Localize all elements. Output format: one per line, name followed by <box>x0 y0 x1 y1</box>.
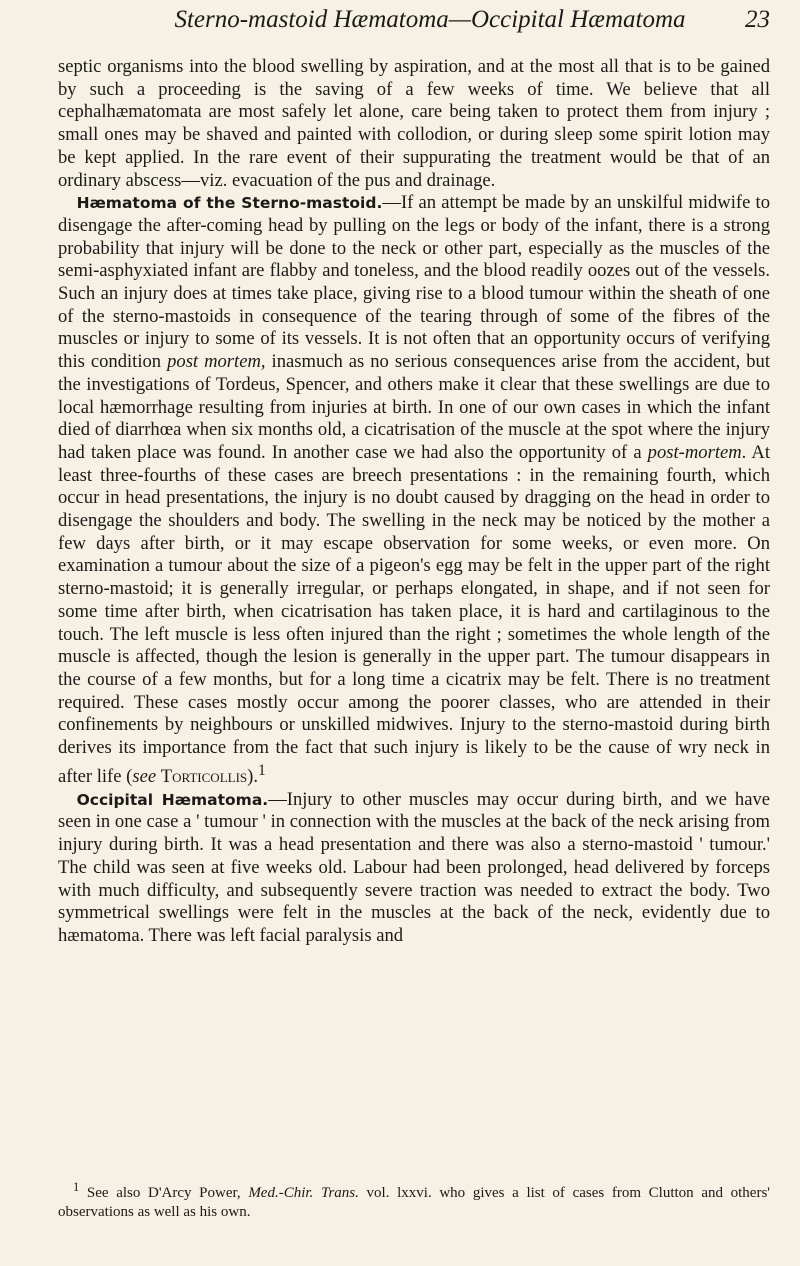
paragraph-text: ). <box>247 765 258 787</box>
running-header <box>90 6 770 46</box>
page-number: 23 <box>745 6 770 33</box>
paragraph-text: . At least three-fourths of these cases are breech presentations : in the remaining fourth, which occur in head presentations, the injury is no doubt caused by dragging on the head in order to disengage the shoulders and body. The swelling in the neck may be noticed by the mother a few days after birth, or it may escape observation for some weeks, or even more. On examination a tumour about the size of a pigeon's egg may be felt in the upper part of the right sterno-mastoid; it is generally irregular, or perhaps elongated, in shape, and if not seen for some time after birth, when cicatrisation has taken place, it is hard and cartilaginous to the touch. The left muscle is less often injured than the right ; sometimes the whole length of the muscle is affected, though the lesion is generally in the upper part. The tumour disappears in the course of a few months, but for a long time a cicatrix may be felt. There is no treatment required. These cases mostly occur among the poorer classes, who are attended in their confinements by neighbours or unskilled midwives. Injury to the sterno-mastoid during birth derives its importance from the fact that such injury is likely to be the cause of wry neck in after life ( <box>58 441 770 787</box>
paragraph-text: —If an attempt be made by an unskilful midwife to disengage the after-coming head by pulling on the legs or body of the infant, there is a strong probability that injury will be done to the neck or other part, especially as the muscles of the semi-asphyxiated infant are flabby and toneless, and the blood readily oozes out of the vessels. Such an injury does at times take place, giving rise to a blood tumour within the sheath of one of the sterno-mastoids in consequence of the tearing through of some of the fibres of the muscles or injury to some of its vessels. It is not often that an opportunity occurs of verifying this condition <box>58 192 770 373</box>
footnote-text: See also D'Arcy Power, <box>79 1185 249 1201</box>
footnote <box>58 1178 770 1222</box>
italic-phrase: post-mortem <box>647 441 742 463</box>
footnote-text: vol. lxxvi. who gives a list of cases from Clutton and others' observations as well as his own. <box>58 1185 770 1220</box>
section-heading-occipital: Occipital Hæmatoma. <box>76 790 269 809</box>
italic-phrase: post mortem <box>167 351 261 373</box>
footnote-marker: 1 <box>73 1180 80 1194</box>
paragraph-occipital <box>58 789 770 948</box>
cross-reference: Torticollis <box>160 765 248 787</box>
paragraph-sterno-mastoid <box>58 192 770 788</box>
footnote-reference: 1 <box>257 761 266 779</box>
paragraph-text: —Injury to other muscles may occur during birth, and we have seen in one case a ' tumour ' in connection with the muscles at the back of the neck arising from injury during birth. It was a head presentation and there was also a sterno-mastoid ' tumour.' The child was seen at five weeks old. Labour had been prolonged, head delivered by forceps with much difficulty, and subsequently severe traction was needed to extract the body. Two symmetrical swellings were felt in the muscles at the back of the neck, evidently due to hæmatoma. There was left facial paralysis and <box>58 788 770 946</box>
body-text <box>58 56 770 948</box>
running-title: Sterno-mastoid Hæmatoma—Occipital Hæmatoma <box>174 6 686 33</box>
italic-see: see <box>132 765 157 787</box>
section-heading-sterno-mastoid: Hæmatoma of the Sterno-mastoid. <box>76 194 383 213</box>
paragraph-text: , inasmuch as no serious consequences arise from the accident, but the investigations of Tordeus, Spencer, and others make it clear that these swellings are due to local hæmorrhage resulting from injuries at birth. In one of our own cases in which the infant died of diarrhœa when six months old, a cicatrisation of the muscle at the spot where the injury had taken place was found. In another case we had also the opportunity of a <box>58 351 770 463</box>
journal-title: Med.-Chir. Trans. <box>248 1185 359 1201</box>
paragraph-cephalhaematoma-treatment: septic organisms into the blood swelling by aspiration, and at the most all that is to be gained by such a proceeding is the saving of a few weeks of time. We believe that all cephalhæmatomata are most safely let alone, care being taken to protect them from injury ; small ones may be shaved and painted with collodion, or during sleep some spirit lotion may be kept applied. In the rare event of their suppurating the treatment would be that of an ordinary abscess—viz. evacuation of the pus and drainage. <box>58 56 770 191</box>
